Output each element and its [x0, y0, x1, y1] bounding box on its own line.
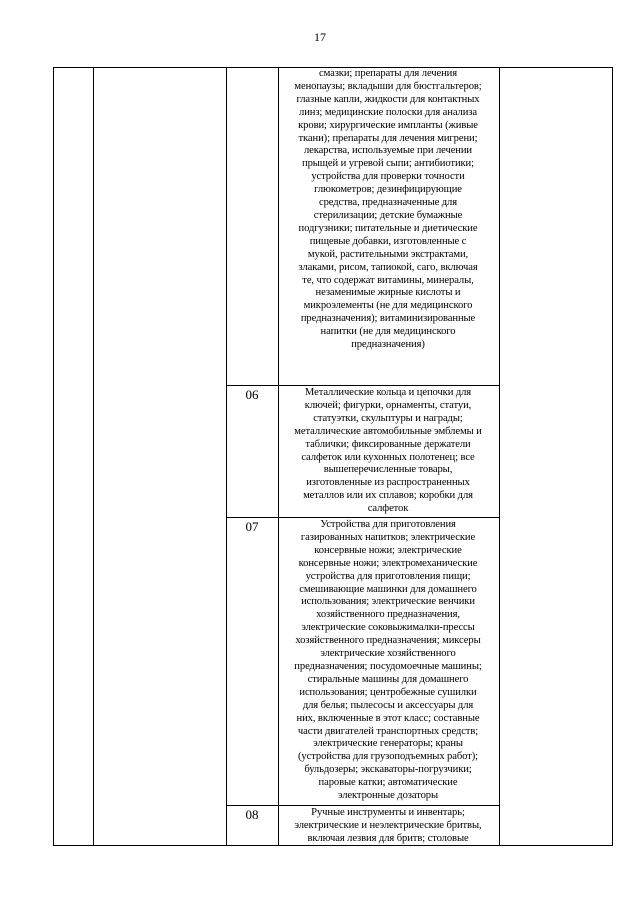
desc-line: пищевые добавки, изготовленные с: [309, 235, 467, 247]
desc-line: предназначения); витаминизированные: [300, 313, 476, 325]
column-divider: [499, 67, 500, 846]
desc-line: статуэтки, скульптуры и награды;: [313, 412, 463, 424]
desc-line: электрические и неэлектрические бритвы,: [294, 819, 482, 831]
desc-line: газированных напитков; электрические: [300, 531, 476, 543]
desc-line: электрические генераторы; краны: [313, 738, 463, 750]
desc-line: глазные капли, жидкости для контактных: [296, 93, 480, 105]
table-border-left: [53, 67, 54, 846]
table-border-right: [612, 67, 613, 846]
row-divider: [226, 805, 499, 806]
desc-line: электрические соковыжималки-прессы: [301, 622, 475, 634]
desc-line: использования; центробежные сушилки: [299, 686, 477, 698]
desc-line: те, что содержат витамины, минералы,: [302, 274, 474, 286]
table-row: [279, 807, 497, 846]
desc-line: включая лезвия для бритв; столовые: [307, 832, 469, 844]
desc-line: электронные дозаторы: [337, 790, 438, 802]
classification-table: [53, 67, 613, 846]
desc-line: изготовленные из распространенных: [306, 477, 470, 489]
desc-line: салфеток или кухонных полотенец; все: [301, 451, 475, 463]
desc-line: Металлические кольца и цепочки для: [304, 387, 472, 398]
desc-line: Устройства для приготовления: [320, 519, 456, 530]
desc-line: консервные ножи; электрические: [314, 544, 462, 556]
desc-line: глюкометров; дезинфицирующие: [314, 184, 462, 196]
class-code: 08: [245, 807, 259, 822]
desc-line: лекарства, используемые при лечении: [303, 145, 473, 157]
desc-line: подгузники; питательные и диетические: [298, 222, 478, 234]
desc-line: Ручные инструменты и инвентарь;: [311, 807, 465, 818]
desc-line: микроэлементы (не для медицинского: [303, 300, 473, 312]
desc-line: хозяйственного предназначения,: [316, 609, 460, 621]
row-divider: [226, 517, 499, 518]
table-row: [279, 387, 497, 516]
desc-line: линз; медицинские полоски для анализа: [299, 106, 477, 118]
desc-line: вышеперечисленные товары,: [323, 464, 453, 476]
desc-line: мукой, растительными экстрактами,: [307, 248, 469, 260]
desc-line: для белья; пылесосы и аксессуары для: [302, 699, 474, 711]
desc-line: электрические хозяйственного: [320, 648, 456, 660]
desc-line: бульдозеры; экскаваторы-погрузчики;: [304, 764, 472, 776]
desc-line: паровые катки; автоматические: [318, 777, 458, 789]
desc-line: менопаузы; вкладыши для бюстгальтеров;: [294, 80, 482, 92]
column-divider: [226, 67, 227, 846]
desc-line: салфеток: [367, 503, 409, 515]
desc-line: смешивающие машинки для домашнего: [299, 583, 477, 595]
desc-line: предназначения; посудомоечные машины;: [294, 660, 482, 672]
desc-line: ткани); препараты для лечения мигрени;: [298, 132, 478, 144]
desc-line: использования; электрические венчики: [301, 596, 475, 608]
desc-line: консервные ножи; электромеханические: [298, 557, 478, 569]
row-divider: [226, 385, 499, 386]
desc-line: средства, предназначенные для: [318, 197, 458, 209]
class-code: 06: [245, 387, 259, 402]
table-row: [279, 68, 497, 352]
desc-line: прыщей и угревой сыпи; антибиотики;: [302, 158, 474, 170]
desc-line: стиральные машины для домашнего: [307, 673, 469, 685]
page-number: 17: [314, 30, 326, 44]
desc-line: злаками, рисом, тапиокой, саго, включая: [298, 261, 478, 273]
desc-line: таблички; фиксированные держатели: [305, 438, 471, 450]
desc-line: предназначения): [351, 339, 425, 351]
desc-line: напитки (не для медицинского: [320, 326, 456, 338]
table-row: [279, 519, 497, 803]
desc-line: стерилизации; детские бумажные: [313, 209, 463, 221]
column-divider: [93, 67, 94, 846]
desc-line: крови; хирургические импланты (живые: [298, 119, 478, 131]
desc-line: части двигателей транспортных средств;: [297, 725, 479, 737]
desc-line: смазки; препараты для лечения: [318, 68, 458, 79]
desc-line: устройства для приготовления пищи;: [305, 570, 471, 582]
desc-line: (устройства для грузоподъемных работ);: [297, 751, 479, 763]
desc-line: хозяйственного предназначения; миксеры: [295, 635, 481, 647]
desc-line: них, включенные в этот класс; составные: [296, 712, 480, 724]
desc-line: металлов или их сплавов; коробки для: [303, 490, 473, 502]
desc-line: металлические автомобильные эмблемы и: [294, 425, 482, 437]
desc-line: незаменимые жирные кислоты и: [315, 287, 461, 299]
desc-line: ключей; фигурки, орнаменты, статуи,: [304, 399, 472, 411]
desc-line: устройства для проверки точности: [311, 171, 465, 183]
class-code: 07: [245, 519, 259, 534]
